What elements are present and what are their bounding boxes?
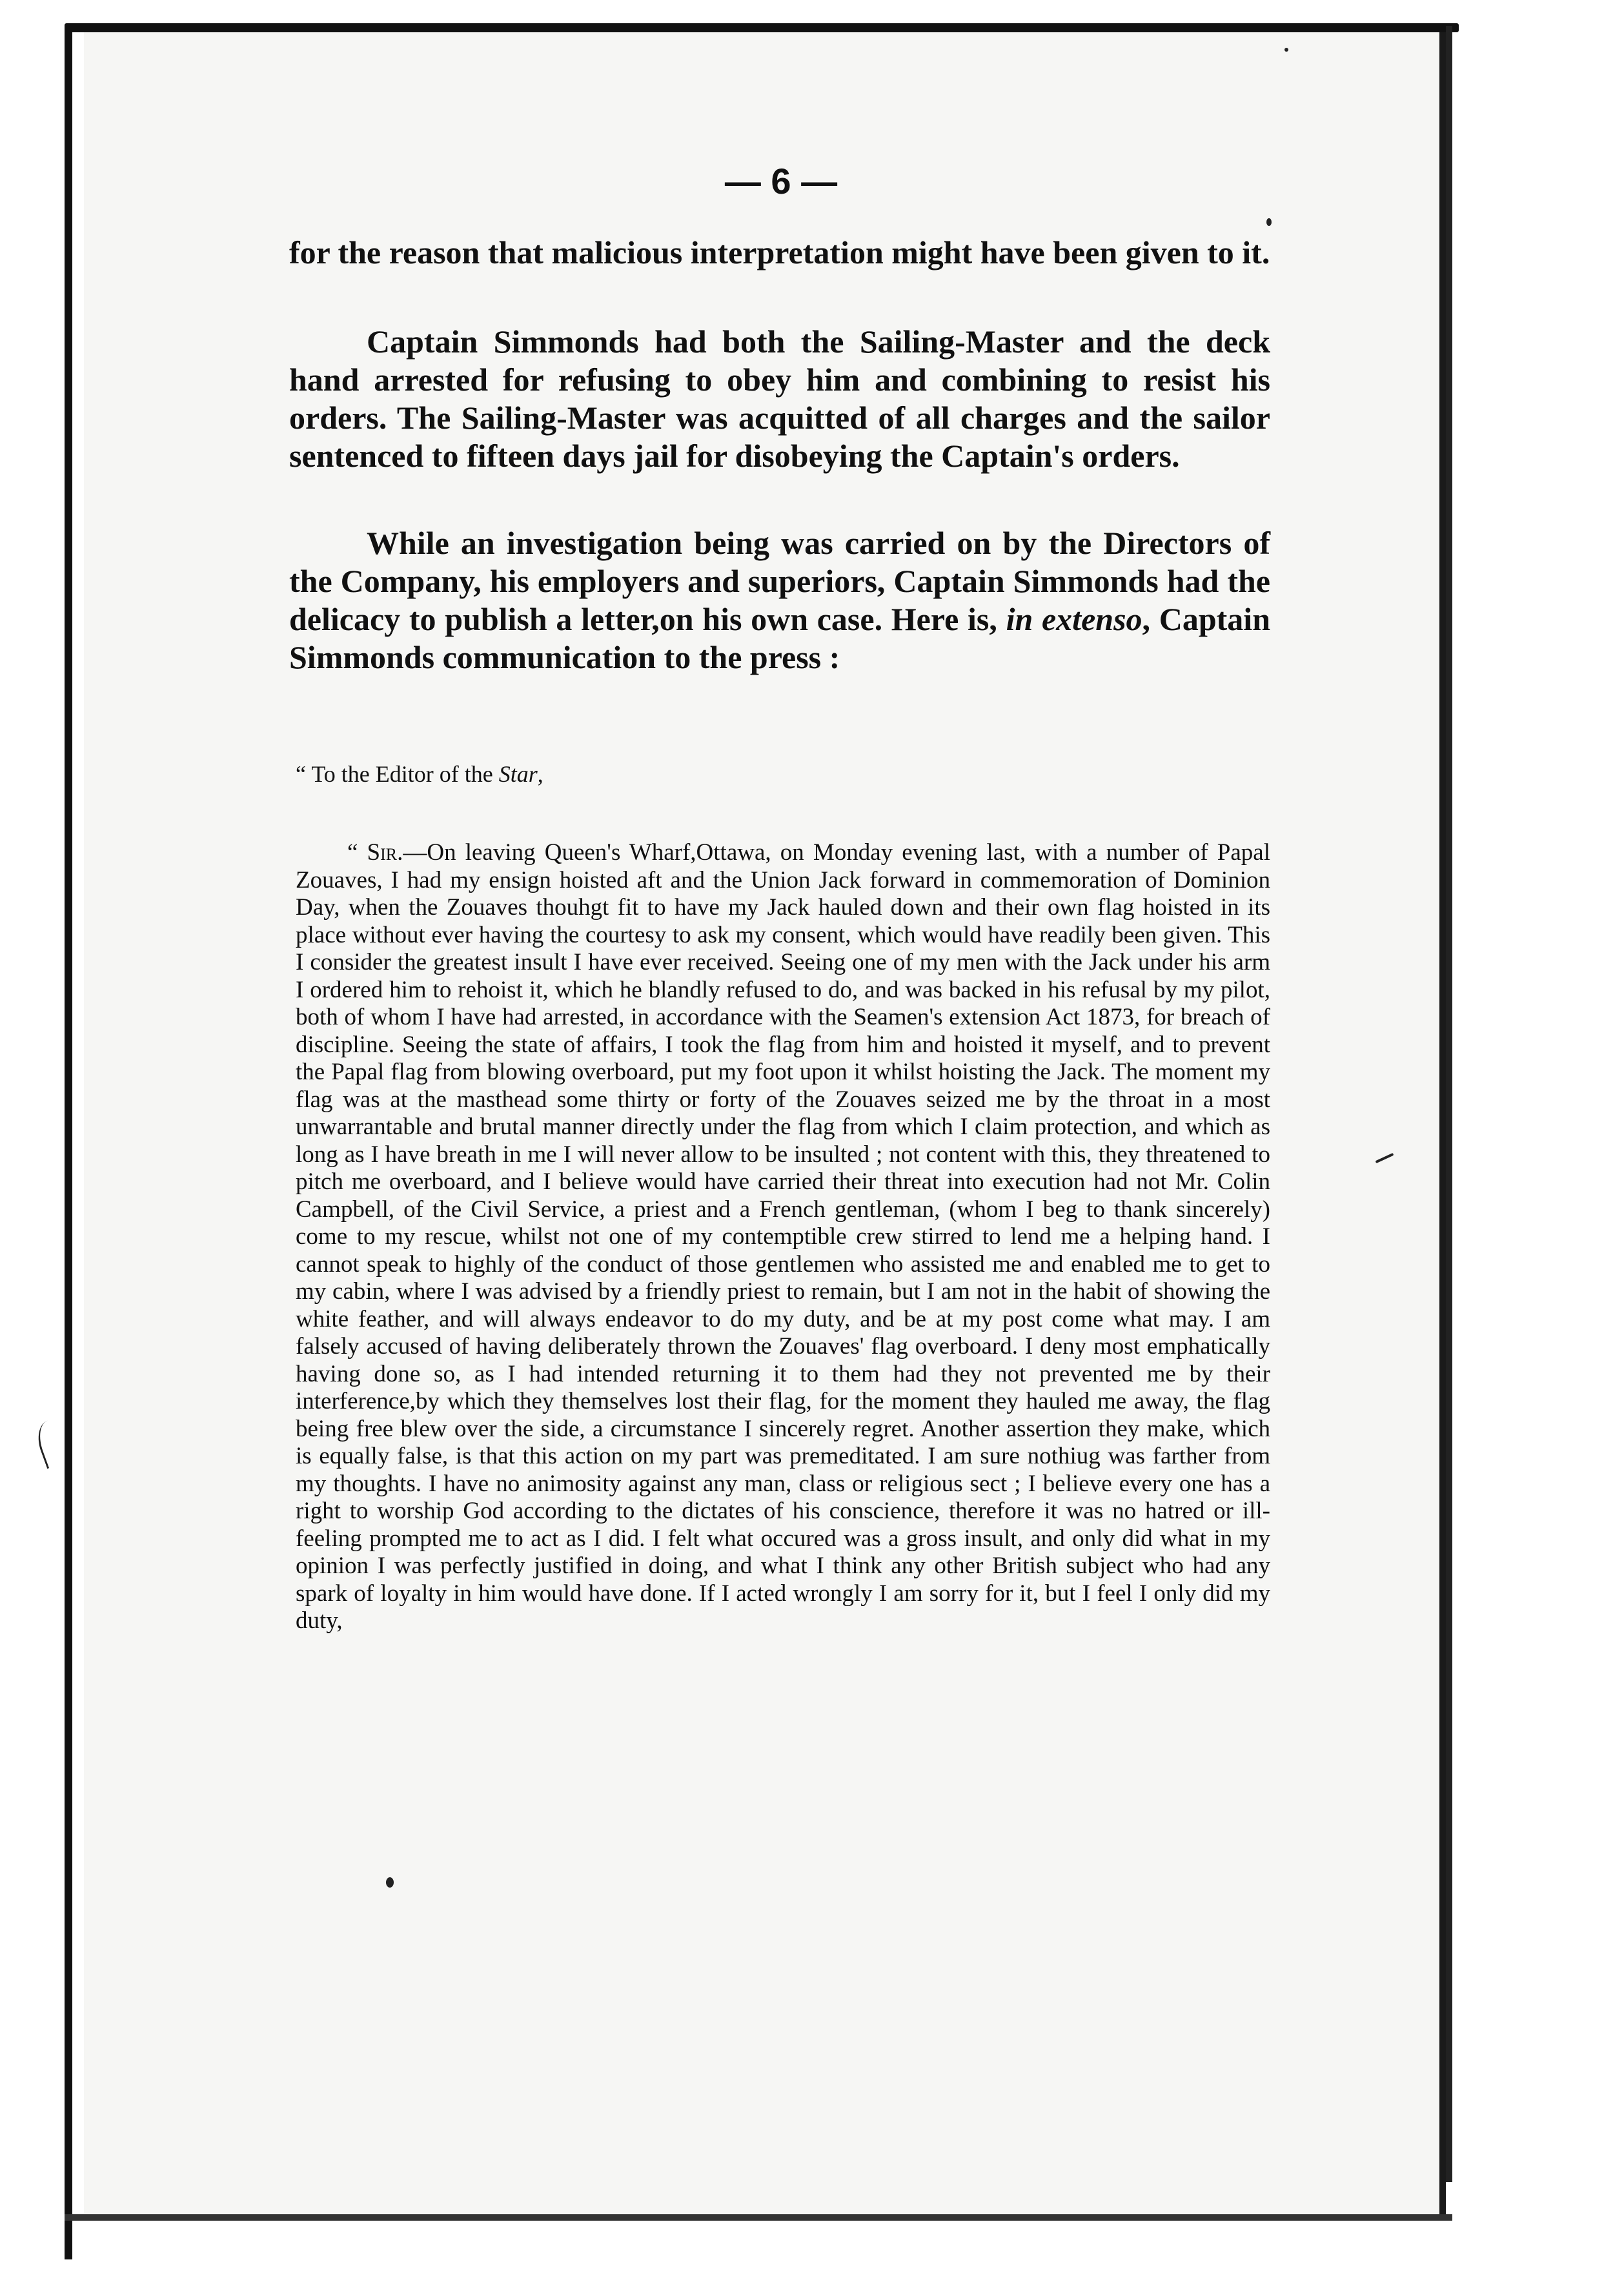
scan-border-bottom (65, 2214, 1452, 2221)
paragraph-3-after: , Captain Simmonds communication to the press : (289, 601, 1271, 675)
scan-border-right (1446, 26, 1452, 2182)
letter-sir: Sir (367, 839, 398, 866)
newspaper-name: Star (498, 761, 538, 787)
paragraph-2: Captain Simmonds had both the Sailing-Master and the deck hand arrested for refusing to obey him and combining to resist his orders. The Sailing-Master was acquitted of all charges and the sailor sentenced to fifteen days jail for disobeying the Captain's orders. (289, 323, 1270, 474)
letter-open-quote: “ (347, 839, 367, 866)
salutation-suffix: , (537, 761, 543, 787)
letter-text: .—On leaving Queen's Wharf,Ottawa, on Monday evening last, with a number of Papal Zouaves, I had my ensign hoisted aft and the Union Jack forward in commemoration of Dominion Day, when the Zouaves thouhgt fit to have my Jack hauled down and their own flag hoisted in its place without ever having the courtesy to ask my consent, which would have readily been given. This I consider the greatest insult I have ever received. Seeing one of my men with the Jack under his arm I ordered him to rehoist it, which he blandly refused to do, and was backed in his refusal by my pilot, both of whom I have had arrested, in accordance with the Seamen's extension Act 1873, for breach of discipline. Seeing the state of affairs, I took the flag from him and hoisted it myself, and to prevent the Papal flag from blowing overboard, put my foot upon it whilst hoisting the Jack. The moment my flag was at the masthead some thirty or forty of the Zouaves seized me by the throat in a most unwarrantable and brutal manner directly under the flag from which I claim protection, and which as long as I have breath in me I will never allow to be insulted ; not content with this, they threatened to pitch me overboard, and I believe would have carried their threat into execution had not Mr. Colin Campbell, of the Civil Service, a priest and a French gentleman, (whom I beg to thank sincerely) come to my rescue, whilst not one of my contemptible crew stirred to lend me a helping hand. I cannot speak to highly of the conduct of those gentlemen who assisted me and enabled me to get to my cabin, where I was advised by a friendly priest to remain, but I am not in the habit of showing the white feather, and will always endeavor to do my duty, and be at my post come what may. I am falsely accused of having deliberately thrown the Zouaves' flag overboard. I deny most emphatically having done so, as I had intended returning it to them had they not prevented me by their interference,by which they themselves lost their flag, for the moment they hauled me away, the flag being free blew over the side, a circumstance I sincerely regret. Another assertion they make, which is equally false, is that this action on my part was premeditated. I am sure nothiug was farther from my thoughts. I have no animosity against any man, class or religious sect ; I believe every one has a right to worship God according to the dictates of his conscience, therefore it was no hatred or ill-feeling prompted me to act as I did. I felt what occured was a gross insult, and only did what in my opinion I was perfectly justified in doing, and what I think any other British subject who had any spark of loyalty in him would have done. If I acted wrongly I am sorry for it, but I feel I only did my duty, (296, 839, 1270, 1634)
paragraph-1: for the reason that malicious interpretation might have been given to it. (289, 234, 1270, 270)
scan-border-left (65, 26, 72, 2259)
ink-speck (386, 1877, 394, 1888)
paragraph-3 (289, 524, 1270, 677)
letter-body (296, 839, 1270, 1635)
salutation-prefix: “ To the Editor of the (296, 761, 499, 787)
ink-speck (1284, 48, 1288, 52)
adjacent-page-edge (1457, 32, 1624, 2214)
letter-salutation (296, 760, 543, 788)
paragraph-3-before: While an investigation being was carried on by the Directors of the Company, his employers and superiors, Captain Simmonds had the delicacy to publish a letter,on his own case. Here is, (289, 525, 1270, 637)
scan-border-top (65, 23, 1459, 32)
paragraph-3-italic: in extenso (1006, 601, 1142, 637)
ink-speck (1266, 218, 1272, 226)
page-number: — 6 — (724, 161, 838, 201)
